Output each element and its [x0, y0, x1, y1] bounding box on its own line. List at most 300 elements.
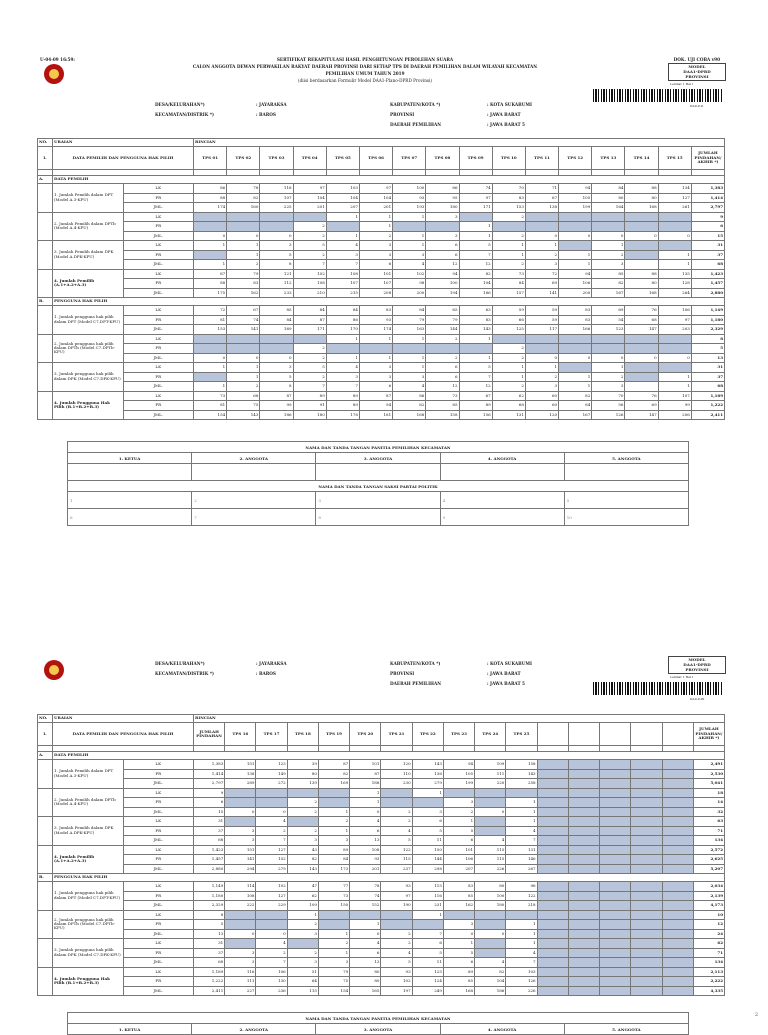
- value-cell: 1: [326, 334, 359, 344]
- value-cell: 82: [592, 279, 625, 289]
- col-tps-header: TPS 13: [592, 147, 625, 170]
- value-cell: 170: [326, 325, 359, 335]
- gender-label: JML.: [123, 410, 194, 420]
- value-cell: 139: [287, 779, 318, 789]
- value-cell: 93: [393, 193, 426, 203]
- item-label: 4. Jumlah Pemilih (A.1+A.2+A.3): [53, 845, 124, 874]
- value-cell: 81: [194, 401, 227, 411]
- value-cell: [568, 958, 599, 968]
- value-cell: [475, 817, 506, 827]
- col-tps-header: TPS 15: [658, 147, 691, 170]
- value-cell: 70: [492, 184, 525, 194]
- value-cell: [293, 334, 326, 344]
- col-tps-header: TPS 16: [225, 723, 256, 746]
- value-cell: [426, 344, 459, 354]
- value-cell: 1: [506, 920, 537, 930]
- value-cell: 149: [256, 769, 287, 779]
- value-cell: 2,880: [194, 864, 225, 874]
- value-cell: 1: [492, 372, 525, 382]
- value-cell: 9: [194, 788, 225, 798]
- value-cell: 131: [506, 845, 537, 855]
- value-cell: 7: [293, 382, 326, 392]
- signature-block-page-1: [67, 441, 689, 526]
- value-cell: 6: [350, 948, 381, 958]
- section-no: B.: [38, 874, 53, 882]
- value-cell: [537, 760, 568, 770]
- col-tps-header: TPS 09: [459, 147, 492, 170]
- value-cell: 97: [293, 184, 326, 194]
- value-cell: [568, 929, 599, 939]
- value-cell: 5: [381, 958, 412, 968]
- value-cell: [631, 798, 662, 808]
- total-cell: 1,222: [691, 401, 724, 411]
- value-cell: 5: [194, 920, 225, 930]
- value-cell: 4: [350, 817, 381, 827]
- value-cell: 13: [194, 929, 225, 939]
- saksi-number: 5: [564, 492, 688, 509]
- value-cell: 12: [426, 382, 459, 392]
- value-cell: [592, 222, 625, 232]
- value-cell: 12: [459, 382, 492, 392]
- value-cell: 69: [592, 306, 625, 316]
- value-cell: 0: [256, 807, 287, 817]
- gender-label: JML.: [123, 986, 194, 996]
- panitia-title: NAMA DAN TANDA TANGAN PANITIA PEMILIHAN KECAMATAN: [68, 1013, 689, 1024]
- value-cell: 1: [350, 798, 381, 808]
- value-cell: 72: [194, 306, 227, 316]
- value-cell: 2: [492, 212, 525, 222]
- col-jumlah-akhir-header: JUMLAH PINDAHAN/ AKHIR *): [693, 723, 724, 746]
- value-cell: 1: [227, 241, 260, 251]
- value-cell: [631, 891, 662, 901]
- item-no-cell: [38, 967, 53, 996]
- col-tps-header: TPS 08: [426, 147, 459, 170]
- value-cell: 0: [658, 231, 691, 241]
- value-cell: [625, 382, 658, 392]
- barcode-2-label: DAU-P-III: [690, 697, 705, 701]
- total-cell: 68: [691, 260, 724, 270]
- value-cell: [631, 760, 662, 770]
- value-cell: 80: [625, 193, 658, 203]
- value-cell: 122: [381, 845, 412, 855]
- value-cell: 73: [318, 891, 349, 901]
- value-cell: 1: [459, 334, 492, 344]
- value-cell: 123: [592, 325, 625, 335]
- value-cell: 162: [443, 901, 474, 911]
- value-cell: 3: [426, 212, 459, 222]
- value-cell: 226: [506, 986, 537, 996]
- value-cell: 84: [326, 306, 359, 316]
- value-cell: 158: [506, 760, 537, 770]
- value-cell: 51: [287, 967, 318, 977]
- value-cell: [568, 807, 599, 817]
- value-cell: [600, 798, 631, 808]
- value-cell: 7: [506, 958, 537, 968]
- value-cell: [194, 334, 227, 344]
- value-cell: 0: [225, 807, 256, 817]
- col-empty-header: [568, 723, 599, 746]
- value-cell: 126: [506, 977, 537, 987]
- col-tps-header: TPS 14: [625, 147, 658, 170]
- value-cell: [568, 817, 599, 827]
- value-cell: [600, 977, 631, 987]
- value-cell: 1: [393, 363, 426, 373]
- value-cell: 93: [359, 315, 392, 325]
- gender-label: PR: [123, 315, 194, 325]
- gender-label: PR: [123, 769, 194, 779]
- value-cell: 180: [293, 410, 326, 420]
- value-cell: [662, 779, 693, 789]
- value-cell: 100: [393, 184, 426, 194]
- value-cell: [662, 939, 693, 949]
- value-cell: 1: [227, 372, 260, 382]
- value-cell: [568, 779, 599, 789]
- value-cell: 121: [260, 269, 293, 279]
- section-label: PENGGUNA HAK PILIH: [53, 874, 725, 882]
- value-cell: 4: [326, 241, 359, 251]
- item-no-cell: [38, 817, 53, 846]
- value-cell: 6: [443, 958, 474, 968]
- col-pindahan-left: JUMLAH PINDAHAN: [194, 723, 225, 746]
- value-cell: 82: [559, 391, 592, 401]
- total-cell: 2,572: [693, 845, 724, 855]
- col-rincian-header: RINCIAN: [194, 715, 725, 723]
- value-cell: 85: [592, 269, 625, 279]
- value-cell: 4: [326, 363, 359, 373]
- value-cell: 1: [318, 826, 349, 836]
- value-cell: [662, 864, 693, 874]
- section-no: B.: [38, 298, 53, 306]
- value-cell: 1: [326, 231, 359, 241]
- value-cell: [227, 344, 260, 354]
- value-cell: [525, 212, 558, 222]
- value-cell: 2: [592, 250, 625, 260]
- value-cell: 87: [350, 769, 381, 779]
- value-cell: 2: [293, 353, 326, 363]
- gender-label: PR: [123, 948, 194, 958]
- value-cell: [631, 845, 662, 855]
- value-cell: 82: [227, 193, 260, 203]
- value-cell: [568, 855, 599, 865]
- gender-label: PR: [123, 920, 194, 930]
- value-cell: 1: [506, 817, 537, 827]
- value-cell: 120: [381, 760, 412, 770]
- value-cell: 138: [225, 769, 256, 779]
- value-cell: 1: [459, 353, 492, 363]
- value-cell: 67: [525, 193, 558, 203]
- value-cell: 108: [293, 279, 326, 289]
- value-cell: [568, 948, 599, 958]
- signature-blank: [564, 464, 688, 481]
- value-cell: 109: [287, 901, 318, 911]
- value-cell: 124: [412, 977, 443, 987]
- value-cell: [568, 977, 599, 987]
- value-cell: [492, 222, 525, 232]
- value-cell: 5: [381, 836, 412, 846]
- value-cell: 152: [256, 855, 287, 865]
- value-cell: [662, 977, 693, 987]
- value-cell: 3: [525, 382, 558, 392]
- value-cell: 207: [326, 203, 359, 213]
- value-cell: [559, 212, 592, 222]
- value-cell: [625, 363, 658, 373]
- value-cell: 68: [625, 315, 658, 325]
- value-cell: [225, 910, 256, 920]
- value-cell: 199: [443, 779, 474, 789]
- value-cell: 3: [359, 363, 392, 373]
- value-cell: [350, 910, 381, 920]
- value-cell: 1: [194, 260, 227, 270]
- value-cell: [662, 986, 693, 996]
- value-cell: [475, 826, 506, 836]
- value-cell: 115: [287, 986, 318, 996]
- item-label: 1. Jumlah pengguna hak pilih dalam DPT (Model C7.DPT-KPU): [53, 882, 124, 911]
- value-cell: [568, 939, 599, 949]
- total-cell: 2,491: [693, 760, 724, 770]
- value-cell: 62: [492, 391, 525, 401]
- value-cell: 1: [227, 250, 260, 260]
- value-cell: [600, 891, 631, 901]
- barcode-1-label: DAU-P-II: [690, 104, 704, 108]
- value-cell: 197: [381, 986, 412, 996]
- value-cell: 0: [525, 231, 558, 241]
- value-cell: 169: [260, 325, 293, 335]
- value-cell: [600, 929, 631, 939]
- item-no-cell: [38, 788, 53, 817]
- value-cell: [592, 344, 625, 354]
- value-cell: 7: [459, 250, 492, 260]
- value-cell: 1: [359, 334, 392, 344]
- value-cell: [662, 891, 693, 901]
- gender-label: PR: [123, 855, 194, 865]
- value-cell: 6: [443, 836, 474, 846]
- section-label: DATA PEMILIH: [53, 752, 725, 760]
- value-cell: 180: [426, 203, 459, 213]
- value-cell: 210: [293, 288, 326, 298]
- value-cell: 74: [227, 315, 260, 325]
- value-cell: [600, 901, 631, 911]
- value-cell: 4: [381, 826, 412, 836]
- value-cell: 112: [260, 279, 293, 289]
- value-cell: 4: [475, 958, 506, 968]
- col-tps-header: TPS 10: [492, 147, 525, 170]
- value-cell: 94: [426, 269, 459, 279]
- value-cell: [600, 958, 631, 968]
- row-i-label: DATA PEMILIH DAN PENGGUNA HAK PILIH: [53, 147, 194, 170]
- value-cell: [568, 836, 599, 846]
- value-cell: 130: [256, 977, 287, 987]
- value-cell: 115: [475, 845, 506, 855]
- value-cell: 1: [227, 363, 260, 373]
- value-cell: 153: [194, 325, 227, 335]
- total-cell: 32: [693, 807, 724, 817]
- value-cell: 0: [350, 929, 381, 939]
- value-cell: 186: [459, 288, 492, 298]
- value-cell: [568, 891, 599, 901]
- value-cell: 94: [443, 760, 474, 770]
- total-cell: 2,139: [693, 891, 724, 901]
- total-cell: 1,180: [691, 315, 724, 325]
- value-cell: 122: [506, 891, 537, 901]
- value-cell: 12: [459, 260, 492, 270]
- signature-blank: [316, 464, 440, 481]
- value-cell: [227, 334, 260, 344]
- col-uraian-header: URAIAN: [53, 715, 194, 723]
- value-cell: 267: [506, 864, 537, 874]
- value-cell: 70: [592, 391, 625, 401]
- value-cell: [260, 334, 293, 344]
- value-cell: 3: [318, 836, 349, 846]
- value-cell: [227, 212, 260, 222]
- value-cell: 106: [443, 855, 474, 865]
- value-cell: [658, 334, 691, 344]
- value-cell: 11: [412, 958, 443, 968]
- value-cell: [662, 817, 693, 827]
- value-cell: 5: [459, 241, 492, 251]
- value-cell: 0: [625, 353, 658, 363]
- value-cell: 67: [459, 391, 492, 401]
- barcode-1-icon: [593, 89, 723, 102]
- value-cell: [525, 222, 558, 232]
- total-cell: 37: [691, 250, 724, 260]
- value-cell: 2: [293, 231, 326, 241]
- total-cell: 1,414: [691, 193, 724, 203]
- doc-title-3: PEMILIHAN UMUM TAHUN 2019: [325, 71, 405, 76]
- value-cell: 1,414: [194, 769, 225, 779]
- value-cell: 99: [260, 401, 293, 411]
- value-cell: 71: [525, 184, 558, 194]
- value-cell: 47: [287, 882, 318, 892]
- value-cell: 3: [359, 372, 392, 382]
- item-label: 3. Jumlah Pemilih dalam DPK (Model A.DPK-KPU): [53, 241, 124, 270]
- value-cell: 143: [227, 410, 260, 420]
- value-cell: [537, 939, 568, 949]
- value-cell: [225, 939, 256, 949]
- value-cell: [225, 817, 256, 827]
- value-cell: [537, 779, 568, 789]
- value-cell: 72: [525, 269, 558, 279]
- sheet-label-2: Lembar 1 Hal 1: [670, 675, 694, 679]
- gender-label: JML.: [123, 260, 194, 270]
- item-no-cell: [38, 363, 53, 392]
- gender-label: PR: [123, 193, 194, 203]
- value-cell: [631, 779, 662, 789]
- value-cell: 164: [592, 203, 625, 213]
- value-cell: 106: [658, 306, 691, 316]
- col-empty-header: [631, 723, 662, 746]
- value-cell: 84: [260, 315, 293, 325]
- col-tps-header: TPS 17: [256, 723, 287, 746]
- value-cell: 85: [443, 977, 474, 987]
- value-cell: 134: [658, 184, 691, 194]
- value-cell: 1: [492, 250, 525, 260]
- value-cell: [381, 798, 412, 808]
- value-cell: 143: [412, 760, 443, 770]
- value-cell: 3: [287, 929, 318, 939]
- value-cell: 2,411: [194, 986, 225, 996]
- value-cell: 2: [492, 382, 525, 392]
- value-cell: 2: [381, 817, 412, 827]
- total-cell: 31: [691, 363, 724, 373]
- gender-label: LK: [123, 391, 194, 401]
- value-cell: 207: [443, 864, 474, 874]
- value-cell: 116: [225, 967, 256, 977]
- value-cell: 13: [350, 836, 381, 846]
- value-cell: 2: [293, 372, 326, 382]
- value-cell: 169: [318, 779, 349, 789]
- item-label: 4. Jumlah Pengguna Hak Pilih (B.1+B.2+B.3): [53, 391, 124, 420]
- value-cell: [600, 855, 631, 865]
- value-cell: 200: [559, 288, 592, 298]
- value-cell: [318, 798, 349, 808]
- value-cell: [600, 788, 631, 798]
- value-cell: [568, 920, 599, 930]
- saksi-number: 2: [192, 492, 316, 509]
- gender-label: LK: [123, 760, 194, 770]
- value-cell: 289: [225, 779, 256, 789]
- value-cell: 97: [381, 891, 412, 901]
- saksi-number: 10: [564, 509, 688, 526]
- value-cell: 165: [350, 986, 381, 996]
- value-cell: 5: [293, 363, 326, 373]
- value-cell: [568, 910, 599, 920]
- item-label: 4. Jumlah Pemilih (A.1+A.2+A.3): [53, 269, 124, 298]
- value-cell: [537, 836, 568, 846]
- value-cell: 1,423: [194, 845, 225, 855]
- col-tps-header: TPS 07: [393, 147, 426, 170]
- value-cell: 279: [412, 779, 443, 789]
- value-cell: 0: [559, 353, 592, 363]
- value-cell: 67: [227, 306, 260, 316]
- value-cell: 8: [194, 910, 225, 920]
- value-cell: 8: [260, 260, 293, 270]
- value-cell: [537, 901, 568, 911]
- gender-label: JML.: [123, 779, 194, 789]
- value-cell: 103: [506, 967, 537, 977]
- value-cell: [625, 334, 658, 344]
- value-cell: 7: [256, 958, 287, 968]
- value-cell: 4: [381, 948, 412, 958]
- value-cell: 2: [426, 334, 459, 344]
- recap-table-page-2: [37, 714, 725, 996]
- value-cell: [600, 826, 631, 836]
- value-cell: 93: [350, 855, 381, 865]
- value-cell: [600, 939, 631, 949]
- gender-label: JML.: [123, 958, 194, 968]
- value-cell: 107: [658, 391, 691, 401]
- item-label: 3. Jumlah pengguna hak pilih dalam DPK (Model C7.DPK-KPU): [53, 939, 124, 968]
- page-number: 2: [754, 1012, 758, 1018]
- value-cell: [568, 760, 599, 770]
- value-cell: 188: [350, 779, 381, 789]
- value-cell: 62: [287, 891, 318, 901]
- value-cell: 141: [227, 325, 260, 335]
- value-cell: [625, 260, 658, 270]
- value-cell: 144: [426, 325, 459, 335]
- value-cell: 107: [359, 279, 392, 289]
- value-cell: 89: [293, 391, 326, 401]
- value-cell: 2: [381, 939, 412, 949]
- value-cell: 98: [393, 279, 426, 289]
- col-tps-header: TPS 02: [227, 147, 260, 170]
- value-cell: 127: [256, 845, 287, 855]
- value-cell: 218: [506, 901, 537, 911]
- value-cell: 153: [492, 203, 525, 213]
- value-cell: 1: [658, 372, 691, 382]
- value-cell: 0: [559, 231, 592, 241]
- value-cell: 108: [326, 269, 359, 279]
- value-cell: [600, 986, 631, 996]
